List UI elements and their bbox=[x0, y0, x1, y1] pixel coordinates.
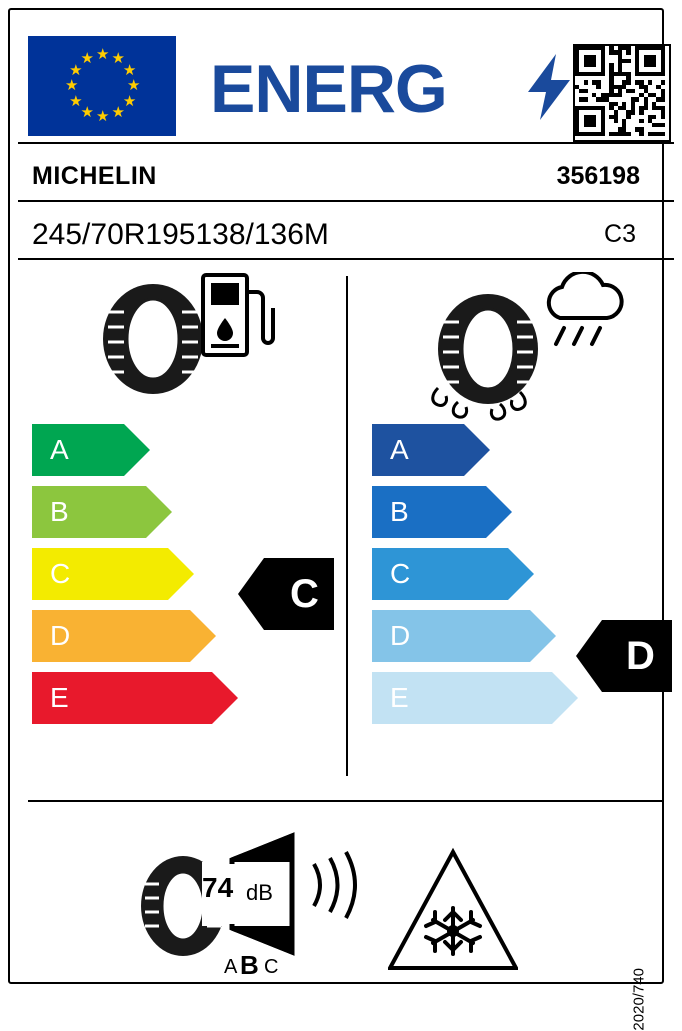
label-header bbox=[28, 28, 648, 140]
tyre-size: 245/70R195138/136M bbox=[32, 218, 329, 251]
wet-rating-letter: D bbox=[626, 634, 655, 678]
column-divider bbox=[346, 276, 348, 776]
fuel-grade-scale bbox=[32, 424, 238, 734]
grade-letter: C bbox=[50, 558, 71, 589]
fuel-rating-badge bbox=[238, 558, 334, 635]
regulation-reference: 2020/740 bbox=[631, 968, 648, 1031]
grade-letter: D bbox=[50, 620, 71, 651]
eu-star: ★ bbox=[96, 46, 110, 63]
rain-cloud-icon bbox=[538, 272, 626, 363]
grade-row bbox=[372, 424, 578, 476]
page-title: ENERG bbox=[210, 51, 447, 127]
fuel-pump-icon bbox=[200, 272, 276, 363]
grade-row bbox=[372, 548, 578, 600]
grade-letter: E bbox=[390, 682, 409, 713]
eu-star: ★ bbox=[69, 92, 83, 110]
tire-wet-icon bbox=[428, 292, 548, 432]
wet-rating-badge bbox=[576, 620, 672, 697]
grade-row bbox=[372, 610, 578, 662]
grade-letter: C bbox=[390, 558, 411, 589]
qr-code-icon bbox=[573, 44, 671, 142]
eu-star: ★ bbox=[96, 108, 110, 125]
three-peak-mountain-snowflake-icon bbox=[388, 846, 518, 979]
grade-row bbox=[372, 672, 578, 724]
grade-row bbox=[32, 424, 238, 476]
wet-grade-scale bbox=[372, 424, 578, 734]
brand-name: MICHELIN bbox=[32, 162, 157, 190]
fuel-rating-letter: C bbox=[290, 572, 319, 616]
grade-row bbox=[32, 672, 238, 724]
grade-letter: A bbox=[50, 434, 69, 465]
grade-letter: B bbox=[390, 496, 409, 527]
grade-row bbox=[372, 486, 578, 538]
noise-class-b-selected: B bbox=[240, 950, 259, 980]
eu-star: ★ bbox=[80, 103, 94, 121]
divider-noise bbox=[28, 800, 664, 802]
grade-row bbox=[32, 486, 238, 538]
grade-row bbox=[32, 548, 238, 600]
lightning-bolt-icon bbox=[526, 54, 572, 125]
eu-star: ★ bbox=[80, 50, 94, 68]
noise-class-c: C bbox=[264, 956, 279, 978]
grade-letter: B bbox=[50, 496, 69, 527]
grade-letter: E bbox=[50, 682, 69, 713]
divider-size bbox=[18, 258, 674, 260]
eu-star: ★ bbox=[111, 103, 125, 121]
eu-star: ★ bbox=[111, 50, 125, 68]
noise-value: 74 bbox=[202, 872, 234, 903]
grade-letter: A bbox=[390, 434, 409, 465]
grade-letter: D bbox=[390, 620, 411, 651]
eu-star: ★ bbox=[122, 92, 137, 110]
divider-top bbox=[18, 142, 674, 144]
eu-star: ★ bbox=[127, 77, 141, 94]
eu-flag-icon bbox=[28, 36, 176, 136]
tyre-class: C3 bbox=[604, 220, 636, 248]
product-code: 356198 bbox=[556, 162, 640, 190]
eu-star: ★ bbox=[122, 61, 137, 79]
noise-class-a: A bbox=[224, 956, 238, 978]
sound-waves-icon bbox=[306, 848, 362, 927]
noise-unit: dB bbox=[246, 880, 273, 905]
eu-star: ★ bbox=[65, 77, 79, 94]
energy-label-card bbox=[8, 8, 664, 1031]
tire-icon bbox=[98, 282, 208, 402]
eu-star: ★ bbox=[69, 61, 83, 79]
grade-row bbox=[32, 610, 238, 662]
divider-brand bbox=[18, 200, 674, 202]
